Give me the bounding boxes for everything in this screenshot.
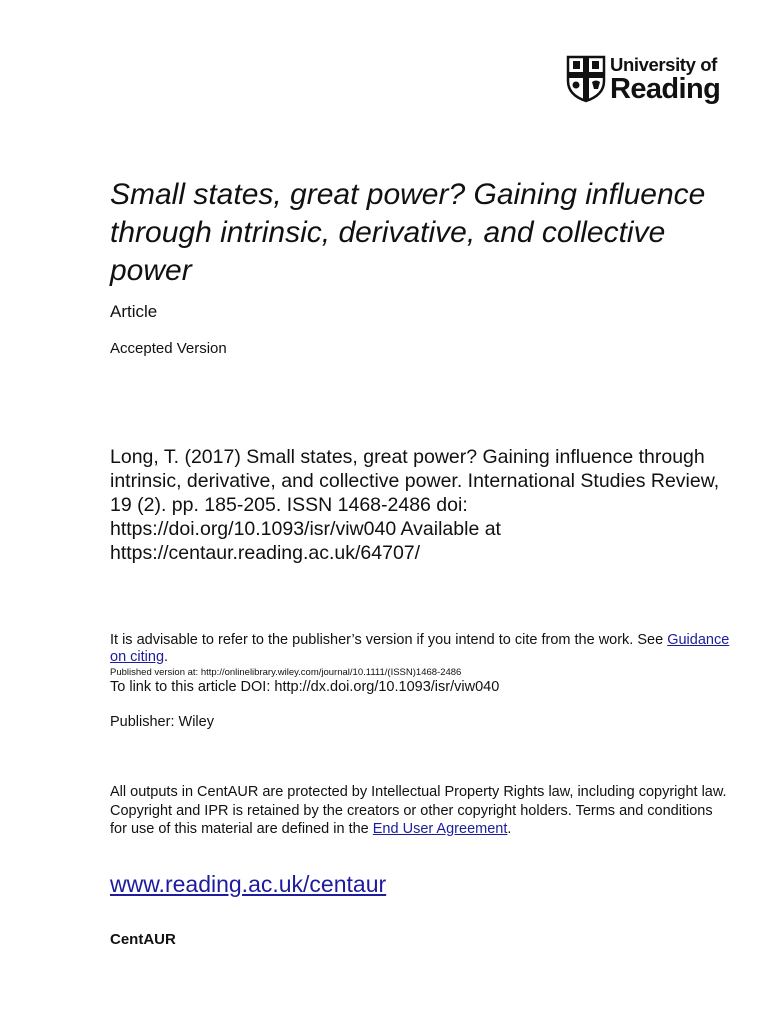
advisable-end: . xyxy=(164,649,169,665)
end-user-agreement-link[interactable]: End User Agreement xyxy=(372,821,508,837)
rights-end: . xyxy=(507,821,512,837)
centaur-label: CentAUR xyxy=(110,931,176,948)
item-type: Article xyxy=(110,302,158,321)
rights-text: All outputs in CentAUR are protected by Intellectual Property Rights law, including copyright law. Copyright and IPR is retained by the creators or other copyright holders. Terms and conditions for use of this material are defined in the xyxy=(110,784,727,837)
centaur-url-link[interactable]: www.reading.ac.uk/centaur xyxy=(110,871,387,897)
rights-notice xyxy=(110,783,730,839)
item-version: Accepted Version xyxy=(110,340,227,357)
citation: Long, T. (2017) Small states, great power? Gaining influence through intrinsic, derivative, and collective power. International Studies Review, 19 (2). pp. 185-205. ISSN 1468-2486 doi: https://doi.org/10.1093/isr/viw040 Available at https://centaur.reading.ac.uk/64707/ xyxy=(110,446,720,564)
advisable-notice xyxy=(110,632,730,666)
logo-line1: University of xyxy=(610,54,717,75)
advisable-text: It is advisable to refer to the publisher’s version if you intend to cite from the work. See xyxy=(110,632,668,648)
paper-title: Small states, great power? Gaining influence through intrinsic, derivative, and collective power xyxy=(110,178,706,287)
publisher: Publisher: Wiley xyxy=(110,714,214,730)
logo-line2: Reading xyxy=(610,72,721,105)
university-crest-icon xyxy=(566,55,606,103)
university-logo xyxy=(566,55,720,104)
guidance-on-citing-link[interactable]: Guidance on citing xyxy=(110,632,730,665)
published-version: Published version at: http://onlinelibrary.wiley.com/journal/10.1111/(ISSN)1468-2486 xyxy=(110,667,462,678)
doi-link-text: To link to this article DOI: http://dx.doi.org/10.1093/isr/viw040 xyxy=(110,679,500,695)
logo-text xyxy=(610,55,720,104)
